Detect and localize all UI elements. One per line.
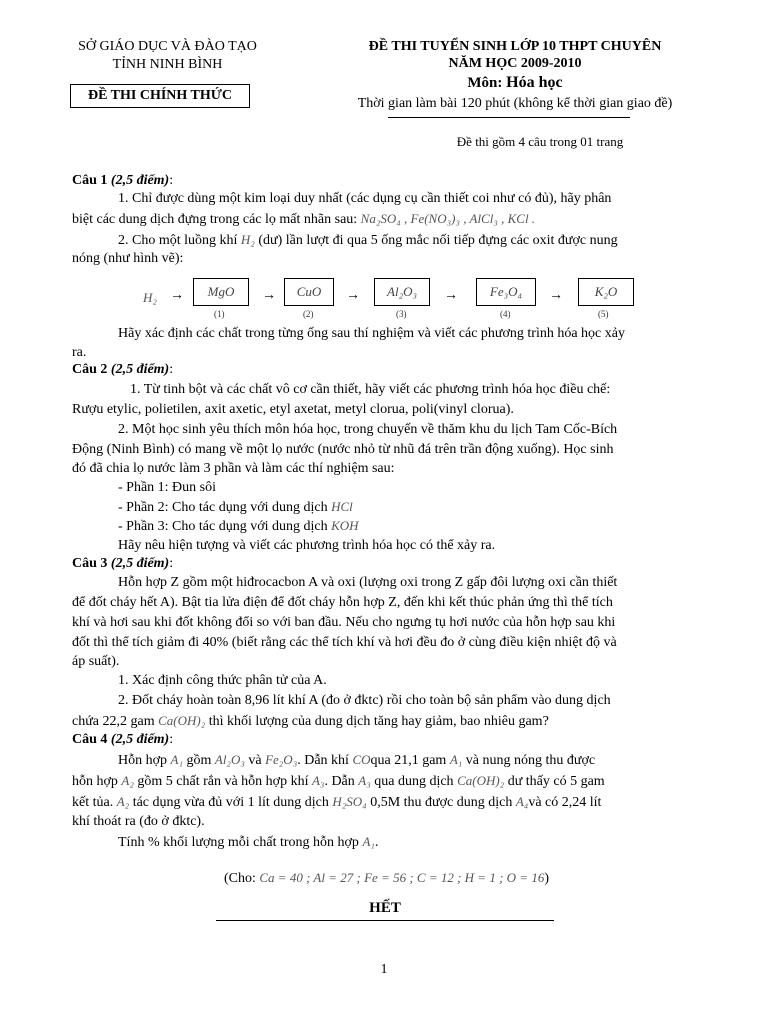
q1-formulas: Na₂SO₄ , Fe(NO₃)₃ , AlCl₃ , KCl . bbox=[360, 211, 536, 226]
tube-4-number: (4) bbox=[500, 309, 511, 319]
diagram-h2-label: H₂ bbox=[143, 290, 157, 305]
given-atomic-masses: (Cho: Ca = 40 ; Al = 27 ; Fe = 56 ; C = 12 ; H = 1 ; O = 16) bbox=[224, 870, 549, 886]
q3-intro-line4: đốt thì thể tích giảm đi 40% (biết rằng các thể tích khí và hơi đều đo ở cùng điều kiện nhiệt độ và bbox=[72, 635, 617, 650]
q2-part2-line1: 2. Một học sinh yêu thích môn hóa học, trong chuyến về thăm khu du lịch Tam Cốc-Bích bbox=[118, 422, 618, 437]
q3-intro-line1: Hỗn hợp Z gồm một hiđrocacbon A và oxi (lượng oxi trong Z gấp đôi lượng oxi cần thiết bbox=[118, 575, 618, 590]
question-1-label: Câu 1 bbox=[72, 173, 108, 188]
question-2-label: Câu 2 bbox=[72, 362, 108, 377]
q1-part1-line2: biệt các dung dịch đựng trong các lọ mất nhãn sau: Na₂SO₄ , Fe(NO₃)₃ , AlCl₃ , KCl . bbox=[72, 211, 536, 227]
q2-sample-1: - Phần 1: Đun sôi bbox=[118, 480, 216, 495]
tube-1-number: (1) bbox=[214, 309, 225, 319]
q1-part3-line1: Hãy xác định các chất trong từng ống sau thí nghiệm và viết các phương trình hóa học xảy bbox=[118, 326, 625, 341]
tube-3: Al₂O₃ bbox=[374, 278, 430, 306]
end-marker: HẾT bbox=[369, 900, 401, 916]
tube-2: CuO bbox=[284, 278, 334, 306]
q1-part1-line1: 1. Chỉ được dùng một kim loại duy nhất (các dụng cụ cần thiết coi như có đủ), hãy phân bbox=[118, 191, 612, 206]
question-1-heading: Câu 1 (2,5 điểm): bbox=[72, 173, 174, 188]
q2-part2-line2: Động (Ninh Bình) có mang về một lọ nước (nước nhỏ từ nhũ đá trên trần động xuống). Học sinh bbox=[72, 442, 614, 457]
q3-intro-line2: để đốt cháy hết A). Bật tia lửa điện để đốt cháy hỗn hợp Z, đến khi kết thúc phản ứng thì thể tích bbox=[72, 595, 613, 610]
q4-line2: hỗn hợp A₂ gồm 5 chất rắn và hỗn hợp khí A₃. Dẫn A₃ qua dung dịch Ca(OH)₂ dư thấy có 5 gam bbox=[72, 773, 605, 789]
school-year: NĂM HỌC 2009-2010 bbox=[448, 56, 582, 71]
q1-part2-line2: nóng (như hình vẽ): bbox=[72, 251, 184, 266]
q2-part3: Hãy nêu hiện tượng và viết các phương trình hóa học có thể xảy ra. bbox=[118, 538, 496, 553]
q1-part3-line2: ra. bbox=[72, 345, 87, 360]
header-divider bbox=[388, 117, 630, 118]
subject-name: Hóa học bbox=[506, 74, 563, 91]
q3-intro-line3: khí và hơi sau khi đốt không đổi so với ban đầu. Nếu cho ngưng tụ hơi nước của hỗn hợp sau khi bbox=[72, 615, 616, 630]
question-2-points: (2,5 điểm) bbox=[110, 362, 170, 377]
question-3-heading: Câu 3 (2,5 điểm): bbox=[72, 556, 174, 571]
tube-4: Fe₃O₄ bbox=[476, 278, 536, 306]
question-4-label: Câu 4 bbox=[72, 732, 108, 747]
q4-line1: Hỗn hợp A₁ gồm Al₂O₃ và Fe₂O₃. Dẫn khí COqua 21,1 gam A₁ và nung nóng thu được bbox=[118, 752, 596, 768]
tube-2-number: (2) bbox=[303, 309, 314, 319]
q2-koh-formula: KOH bbox=[331, 518, 359, 533]
q1-h2-formula: H₂ bbox=[240, 232, 255, 247]
diagram-arrow: → bbox=[549, 288, 563, 303]
q4-line5: Tính % khối lượng mỗi chất trong hỗn hợp A₁. bbox=[118, 834, 379, 850]
q3-sub1: 1. Xác định công thức phân tử của A. bbox=[118, 673, 327, 688]
tube-3-number: (3) bbox=[396, 309, 407, 319]
tube-1: MgO bbox=[193, 278, 249, 306]
q2-part1-line1: 1. Từ tinh bột và các chất vô cơ cần thiết, hãy viết các phương trình hóa học điều chế: bbox=[130, 382, 611, 397]
tube-5: K₂O bbox=[578, 278, 634, 306]
question-3-points: (2,5 điểm) bbox=[110, 556, 170, 571]
diagram-arrow: → bbox=[170, 288, 184, 303]
diagram-arrow: → bbox=[262, 288, 276, 303]
province-name: TỈNH NINH BÌNH bbox=[112, 57, 223, 72]
question-4-heading: Câu 4 (2,5 điểm): bbox=[72, 732, 174, 747]
q1-part2-line1: 2. Cho một luồng khí H₂ (dư) lần lượt đi qua 5 ống mắc nối tiếp đựng các oxit được nung bbox=[118, 232, 618, 248]
department-name: SỞ GIÁO DỤC VÀ ĐÀO TẠO bbox=[78, 39, 257, 54]
q4-line4: khí thoát ra (đo ở đktc). bbox=[72, 814, 205, 829]
q2-sample-3: - Phần 3: Cho tác dụng với dung dịch KOH bbox=[118, 518, 359, 534]
official-exam-label: ĐỀ THI CHÍNH THỨC bbox=[70, 84, 250, 108]
diagram-arrow: → bbox=[444, 288, 458, 303]
question-3-label: Câu 3 bbox=[72, 556, 108, 571]
tube-5-number: (5) bbox=[598, 309, 609, 319]
time-allowed: Thời gian làm bài 120 phút (không kể thời gian giao đề) bbox=[357, 96, 673, 111]
q2-hcl-formula: HCl bbox=[331, 499, 353, 514]
q2-part2-line3: đó đã chia lọ nước làm 3 phần và làm các thí nghiệm sau: bbox=[72, 461, 395, 476]
q4-line3: kết tủa. A₂ tác dụng vừa đủ với 1 lít dung dịch H₂SO₄ 0,5M thu được dung dịch A₄và có 2,24 lít bbox=[72, 794, 602, 810]
atomic-mass-values: Ca = 40 ; Al = 27 ; Fe = 56 ; C = 12 ; H = 1 ; O = 16 bbox=[259, 870, 545, 885]
question-2-heading: Câu 2 (2,5 điểm): bbox=[72, 362, 174, 377]
q2-part1-line2: Rượu etylic, polietilen, axit axetic, etyl axetat, metyl clorua, poli(vinyl clorua). bbox=[72, 402, 514, 417]
subject-line bbox=[320, 74, 710, 92]
reactor-tube-diagram bbox=[0, 276, 768, 322]
q3-sub2-line2: chứa 22,2 gam Ca(OH)₂ thì khối lượng của dung dịch tăng hay giảm, bao nhiêu gam? bbox=[72, 713, 549, 729]
diagram-arrow: → bbox=[346, 288, 360, 303]
q3-intro-line5: áp suất). bbox=[72, 654, 120, 669]
end-divider bbox=[216, 920, 554, 921]
page-number: 1 bbox=[380, 962, 388, 977]
q3-caoh2-formula: Ca(OH)₂ bbox=[158, 713, 206, 728]
question-1-points: (2,5 điểm) bbox=[110, 173, 170, 188]
q3-sub2-line1: 2. Đốt cháy hoàn toàn 8,96 lít khí A (đo ở đktc) rồi cho toàn bộ sản phẩm vào dung dịch bbox=[118, 693, 611, 708]
exam-title: ĐỀ THI TUYỂN SINH LỚP 10 THPT CHUYÊN bbox=[368, 39, 662, 54]
subject-prefix: Môn: bbox=[467, 75, 503, 91]
exam-page-note: Đề thi gồm 4 câu trong 01 trang bbox=[456, 134, 624, 149]
question-4-points: (2,5 điểm) bbox=[110, 732, 170, 747]
q2-sample-2: - Phần 2: Cho tác dụng với dung dịch HCl bbox=[118, 499, 353, 515]
